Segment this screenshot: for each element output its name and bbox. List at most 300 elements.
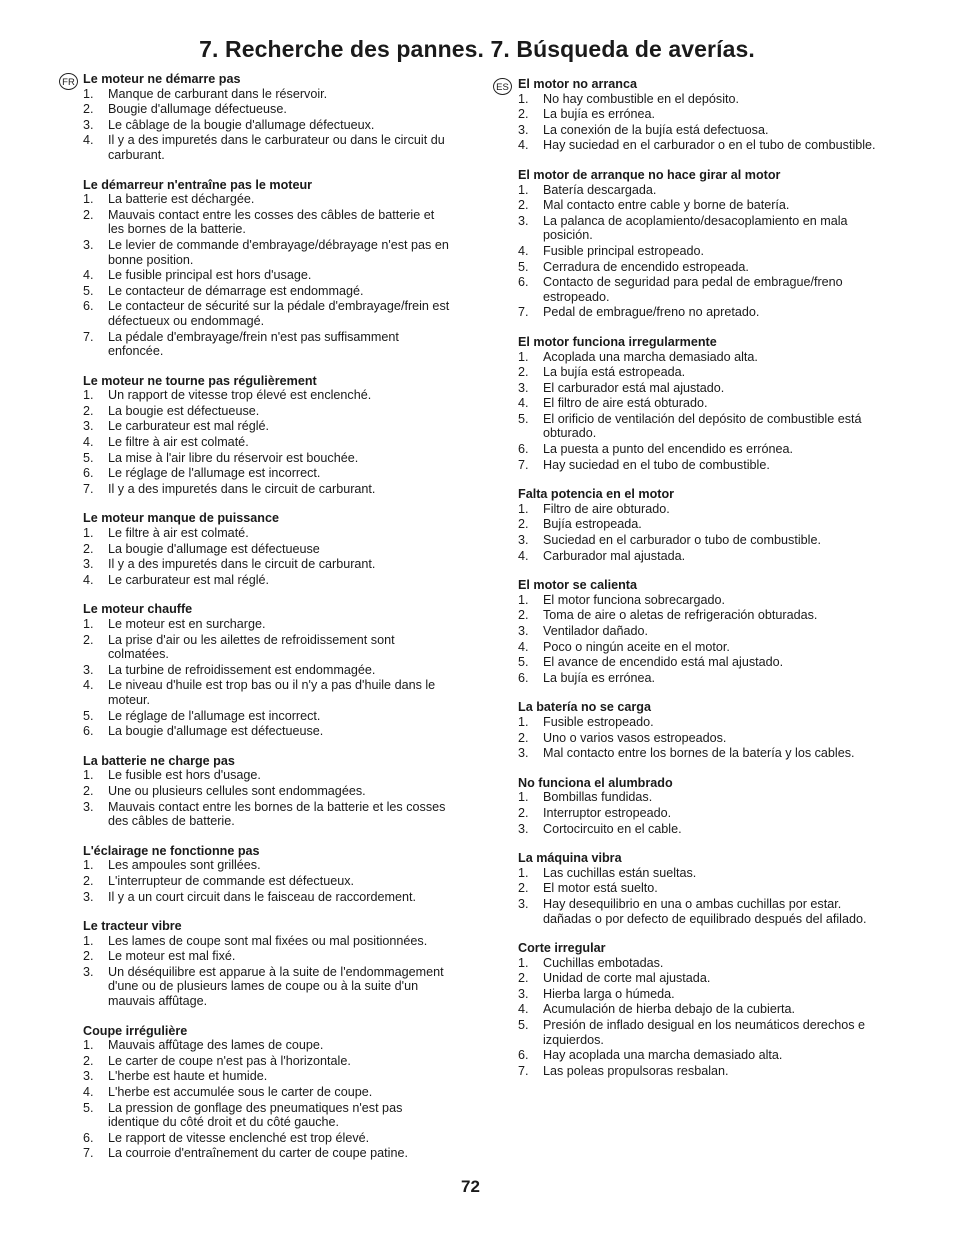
list-item [518,442,888,457]
item-text: Un déséquilibre est apparue à la suite de l'endommagement d'une ou de plusieurs lames de coupe ou à la suite d'un mauvais affûtage. [108,964,444,1009]
item-text: Le moteur est mal fixé. [108,949,236,964]
item-number: 7. [83,329,94,344]
item-text: El motor funciona sobrecargado. [543,592,726,607]
list-item [83,768,453,783]
list-item [518,987,888,1002]
item-number: 4. [83,572,94,587]
item-text: Mauvais contact entre les bornes de la batterie et les cosses des câbles de batterie. [108,799,446,829]
item-text: Bombillas fundidas. [543,790,653,805]
item-number: 2. [518,107,529,122]
list-item [518,458,888,473]
item-text: Il y a un court circuit dans le faisceau de raccordement. [108,889,416,904]
list-item [518,790,888,805]
item-number: 3. [83,662,94,677]
item-number: 5. [518,411,529,426]
item-number: 4. [83,435,94,450]
item-text: Toma de aire o aletas de refrigeración obturadas. [543,608,818,623]
item-text: L'interrupteur de commande est défectueux. [108,873,355,888]
list-item [83,965,453,1009]
item-number: 5. [83,450,94,465]
section-title: Corte irregular [518,941,606,956]
item-text: El carburador está mal ajustado. [543,380,725,395]
item-text: La batterie est déchargée. [108,192,255,207]
item-text: Le carburateur est mal réglé. [108,572,270,587]
item-number: 1. [518,714,529,729]
cause-list [83,617,453,739]
list-item [518,533,888,548]
list-item [518,640,888,655]
cause-list [83,858,453,904]
item-number: 5. [83,708,94,723]
list-item [83,678,453,707]
item-text: El avance de encendido está mal ajustado. [543,655,784,670]
page-title: 7. Recherche des pannes. 7. Búsqueda de averías. [199,36,755,62]
troubleshooting-column-es [518,77,888,1093]
item-text: Le contacteur de démarrage est endommagé. [108,283,364,298]
item-text: Mauvais contact entre les cosses des câbles de batterie et les bornes de la batterie. [108,207,435,237]
item-text: La palanca de acoplamiento/desacoplamiento en mala posición. [543,213,848,243]
item-text: El motor está suelto. [543,881,658,896]
list-item [518,92,888,107]
list-item [83,268,453,283]
item-text: Le niveau d'huile est trop bas ou il n'y a pas d'huile dans le moteur. [108,678,436,707]
section-title: Le moteur ne démarre pas [83,72,241,86]
page-number: 72 [461,1177,480,1196]
item-number: 1. [518,790,529,805]
item-text: La puesta a punto del encendido es errónea. [543,442,793,457]
list-item [83,388,453,403]
list-item [83,404,453,419]
list-item [518,1048,888,1063]
section-title: Le moteur manque de puissance [83,511,279,526]
item-text: Fusible principal estropeado. [543,243,705,258]
item-text: Filtro de aire obturado. [543,501,670,516]
item-text: Las cuchillas están sueltas. [543,865,697,880]
list-item [83,874,453,889]
item-text: La bujía es errónea. [543,107,656,122]
cause-list [518,183,888,320]
item-number: 3. [83,799,94,814]
section-title: Le démarreur n'entraîne pas le moteur [83,177,313,192]
item-text: Le fusible est hors d'usage. [108,768,261,783]
item-text: Mal contacto entre cable y borne de batería. [543,198,790,213]
item-number: 3. [83,889,94,904]
item-number: 5. [518,655,529,670]
item-text: Cortocircuito en el cable. [543,821,682,836]
item-text: Mauvais affûtage des lames de coupe. [108,1038,324,1053]
list-item [518,305,888,320]
item-number: 4. [83,133,94,148]
item-number: 7. [518,457,529,472]
troubleshooting-section [518,578,888,685]
item-text: Cuchillas embotadas. [543,955,664,970]
list-item [83,238,453,267]
list-item [518,806,888,821]
section-title: Le moteur chauffe [83,602,193,617]
item-number: 1. [83,858,94,873]
list-item [518,715,888,730]
list-item [83,709,453,724]
item-number: 6. [83,299,94,314]
list-item [518,624,888,639]
item-text: Le filtre à air est colmaté. [108,435,249,450]
list-item [518,138,888,153]
list-item [83,1131,453,1146]
item-number: 1. [83,388,94,403]
item-text: Cerradura de encendido estropeada. [543,259,749,274]
troubleshooting-section [518,335,888,472]
item-number: 3. [518,380,529,395]
item-text: Une ou plusieurs cellules sont endommagées. [108,783,366,798]
list-item [518,214,888,243]
troubleshooting-section [518,700,888,760]
item-number: 4. [83,1085,94,1100]
list-item [518,971,888,986]
item-text: Bujía estropeada. [543,517,642,532]
item-text: Hay acoplada una marcha demasiado alta. [543,1048,783,1063]
item-number: 6. [83,724,94,739]
item-number: 1. [518,182,529,197]
item-number: 3. [518,896,529,911]
item-number: 3. [518,821,529,836]
item-number: 6. [518,1048,529,1063]
troubleshooting-section [518,487,888,563]
cause-list [518,790,888,836]
item-number: 2. [518,517,529,532]
item-text: Ventilador dañado. [543,624,649,638]
list-item [518,881,888,896]
item-text: Hierba larga o húmeda. [543,986,675,1001]
item-text: Il y a des impuretés dans le circuit de carburant. [108,557,376,572]
item-text: Unidad de corte mal ajustada. [543,971,711,986]
item-text: Le carburateur est mal réglé. [108,419,270,434]
cause-list [518,502,888,563]
section-title: No funciona el alumbrado [518,775,673,790]
cause-list [518,956,888,1079]
troubleshooting-section [83,919,453,1009]
list-item [518,549,888,564]
item-number: 2. [518,881,529,896]
item-number: 5. [83,283,94,298]
list-item [83,118,453,133]
item-number: 6. [518,275,529,290]
list-item [518,746,888,761]
item-text: Carburador mal ajustada. [543,548,686,563]
item-text: Le filtre à air est colmaté. [108,526,249,541]
item-text: Le câblage de la bougie d'allumage défectueux. [108,117,375,132]
item-number: 4. [83,678,94,693]
list-item [83,1101,453,1130]
cause-list [83,526,453,587]
list-item [83,466,453,481]
item-text: Suciedad en el carburador o tubo de combustible. [543,533,821,548]
troubleshooting-column-fr [83,72,453,1176]
item-number: 6. [83,1130,94,1145]
troubleshooting-section [83,1024,453,1161]
item-number: 3. [518,624,529,638]
item-text: Las poleas propulsoras resbalan. [543,1063,729,1078]
list-item [83,208,453,237]
troubleshooting-section [518,168,888,320]
item-number: 3. [83,117,94,132]
troubleshooting-section [83,602,453,738]
section-title: Le moteur ne tourne pas régulièrement [83,373,317,388]
item-number: 4. [518,548,529,563]
list-item [83,663,453,678]
list-item [83,800,453,829]
item-text: Contacto de seguridad para pedal de embrague/freno estropeado. [543,275,843,304]
list-item [518,1002,888,1017]
cause-list [83,768,453,828]
item-number: 5. [83,1100,94,1115]
list-item [518,517,888,532]
list-item [83,102,453,117]
item-text: Acumulación de hierba debajo de la cubierta. [543,1002,796,1017]
item-number: 6. [518,442,529,457]
item-text: La courroie d'entraînement du carter de coupe patine. [108,1146,408,1161]
item-text: Les lames de coupe sont mal fixées ou mal positionnées. [108,933,428,948]
list-item [83,890,453,905]
item-number: 3. [83,237,94,252]
item-text: Presión de inflado desigual en los neumáticos derechos e izquierdos. [543,1018,866,1047]
item-number: 3. [518,986,529,1001]
item-text: El orificio de ventilación del depósito de combustible está obturado. [543,411,862,441]
item-number: 3. [83,557,94,572]
item-number: 1. [83,86,94,101]
cause-list [518,866,888,926]
item-text: Uno o varios vasos estropeados. [543,730,727,745]
item-number: 3. [518,746,529,761]
item-text: Le réglage de l'allumage est incorrect. [108,708,321,723]
item-number: 3. [518,213,529,228]
item-number: 2. [83,207,94,222]
list-item [83,284,453,299]
item-number: 1. [518,501,529,516]
item-number: 2. [518,805,529,820]
section-title: Le tracteur vibre [83,919,182,934]
list-item [518,198,888,213]
cause-list [83,1038,453,1161]
item-number: 7. [518,1063,529,1078]
list-item [83,435,453,450]
troubleshooting-section [83,374,453,497]
item-text: L'herbe est accumulée sous le carter de coupe. [108,1085,373,1100]
cause-list [83,87,453,163]
cause-list [518,715,888,761]
list-item [518,731,888,746]
item-number: 2. [83,632,94,647]
list-item [518,822,888,837]
section-title: La batterie ne charge pas [83,753,235,768]
item-number: 1. [518,349,529,364]
item-number: 2. [518,730,529,745]
item-number: 6. [518,670,529,685]
list-item [83,330,453,359]
section-title: L'éclairage ne fonctionne pas [83,843,260,858]
list-item [518,897,888,926]
item-text: Le carter de coupe n'est pas à l'horizontale. [108,1053,351,1068]
item-number: 2. [83,1053,94,1068]
item-number: 2. [518,365,529,380]
list-item [518,671,888,686]
list-item [83,1085,453,1100]
item-text: Pedal de embrague/freno no apretado. [543,305,760,320]
item-number: 7. [518,305,529,320]
cause-list [518,593,888,686]
list-item [83,557,453,572]
item-text: La bougie d'allumage est défectueuse [108,541,320,556]
item-number: 2. [83,783,94,798]
item-text: Fusible estropeado. [543,714,654,729]
item-number: 7. [83,481,94,496]
item-text: Acoplada una marcha demasiado alta. [543,349,758,364]
cause-list [518,92,888,153]
list-item [83,949,453,964]
item-number: 5. [518,259,529,274]
item-text: Hay desequilibrio en una o ambas cuchillas por estar. dañadas o por defecto de equilibrado después del afilado. [543,896,867,926]
section-title: La máquina vibra [518,851,622,866]
list-item [83,482,453,497]
list-item [83,192,453,207]
list-item [518,593,888,608]
item-text: El filtro de aire está obturado. [543,396,708,411]
item-number: 2. [83,873,94,888]
item-number: 2. [83,403,94,418]
troubleshooting-section [518,77,888,153]
item-number: 4. [518,639,529,654]
section-title: El motor no arranca [518,77,637,91]
list-item [83,133,453,162]
item-text: La mise à l'air libre du réservoir est bouchée. [108,450,359,465]
cause-list [518,350,888,473]
list-item [83,784,453,799]
item-number: 6. [83,466,94,481]
item-number: 3. [518,122,529,137]
list-item [83,87,453,102]
section-title: La batería no se carga [518,700,651,715]
item-number: 4. [518,243,529,258]
item-text: Interruptor estropeado. [543,805,672,820]
item-number: 1. [83,768,94,783]
item-number: 3. [518,533,529,548]
language-badge-fr: FR [59,73,78,90]
troubleshooting-section [518,851,888,926]
section-title: Falta potencia en el motor [518,487,675,502]
item-text: La turbine de refroidissement est endommagée. [108,662,376,677]
list-item [518,244,888,259]
item-text: Le moteur est en surcharge. [108,617,266,631]
list-item [83,858,453,873]
list-item [518,608,888,623]
list-item [83,934,453,949]
cause-list [83,388,453,496]
item-text: Hay suciedad en el tubo de combustible. [543,457,770,472]
troubleshooting-section [83,511,453,587]
list-item [518,183,888,198]
item-number: 3. [83,1069,94,1084]
list-item [83,1054,453,1069]
item-number: 7. [83,1146,94,1161]
item-text: Les ampoules sont grillées. [108,858,261,873]
item-number: 1. [518,865,529,880]
list-item [83,451,453,466]
item-number: 2. [83,102,94,117]
item-number: 1. [518,955,529,970]
item-text: Le levier de commande d'embrayage/débrayage n'est pas en bonne position. [108,237,449,267]
item-number: 4. [83,268,94,283]
item-number: 1. [83,617,94,631]
item-number: 1. [83,933,94,948]
list-item [83,573,453,588]
item-text: No hay combustible en el depósito. [543,91,740,106]
cause-list [83,192,453,359]
list-item [518,365,888,380]
item-number: 1. [518,592,529,607]
list-item [83,299,453,328]
item-number: 4. [518,396,529,411]
list-item [518,1018,888,1047]
troubleshooting-section [83,72,453,163]
item-number: 4. [518,1002,529,1017]
item-number: 2. [518,971,529,986]
item-text: Il y a des impuretés dans le carburateur ou dans le circuit du carburant. [108,133,445,162]
item-number: 1. [518,91,529,106]
item-text: L'herbe est haute et humide. [108,1069,268,1084]
list-item [83,724,453,739]
list-item [83,1069,453,1084]
list-item [83,633,453,662]
list-item [518,396,888,411]
item-text: La pédale d'embrayage/frein n'est pas suffisamment enfoncée. [108,329,399,359]
list-item [83,1146,453,1161]
item-text: Mal contacto entre los bornes de la batería y los cables. [543,746,855,761]
item-number: 5. [518,1018,529,1033]
list-item [518,107,888,122]
list-item [518,412,888,441]
item-text: Le contacteur de sécurité sur la pédale d'embrayage/frein est défectueux ou endommagé. [108,299,450,328]
item-text: Le rapport de vitesse enclenché est trop élevé. [108,1130,370,1145]
item-number: 2. [518,198,529,213]
item-number: 1. [83,1038,94,1053]
item-number: 2. [83,541,94,556]
item-text: La prise d'air ou les ailettes de refroidissement sont colmatées. [108,632,395,662]
cause-list [83,934,453,1009]
list-item [518,260,888,275]
list-item [518,1064,888,1079]
troubleshooting-section [518,941,888,1078]
item-number: 4. [518,138,529,153]
item-text: La bougie est défectueuse. [108,403,260,418]
item-text: Le réglage de l'allumage est incorrect. [108,466,321,481]
troubleshooting-section [83,844,453,904]
troubleshooting-section [518,776,888,836]
item-text: Poco o ningún aceite en el motor. [543,639,730,654]
list-item [83,526,453,541]
section-title: El motor se calienta [518,578,637,593]
list-item [518,275,888,304]
item-text: Bougie d'allumage défectueuse. [108,102,287,117]
list-item [83,419,453,434]
item-number: 2. [83,949,94,964]
item-text: La conexión de la bujía está defectuosa. [543,122,769,137]
item-text: La pression de gonflage des pneumatiques n'est pas identique du côté droit et du côté gauche. [108,1100,403,1130]
list-item [518,502,888,517]
item-text: La bujía está estropeada. [543,365,686,380]
item-number: 2. [518,608,529,623]
item-text: Il y a des impuretés dans le circuit de carburant. [108,481,376,496]
section-title: El motor funciona irregularmente [518,334,717,349]
item-text: Batería descargada. [543,182,657,197]
